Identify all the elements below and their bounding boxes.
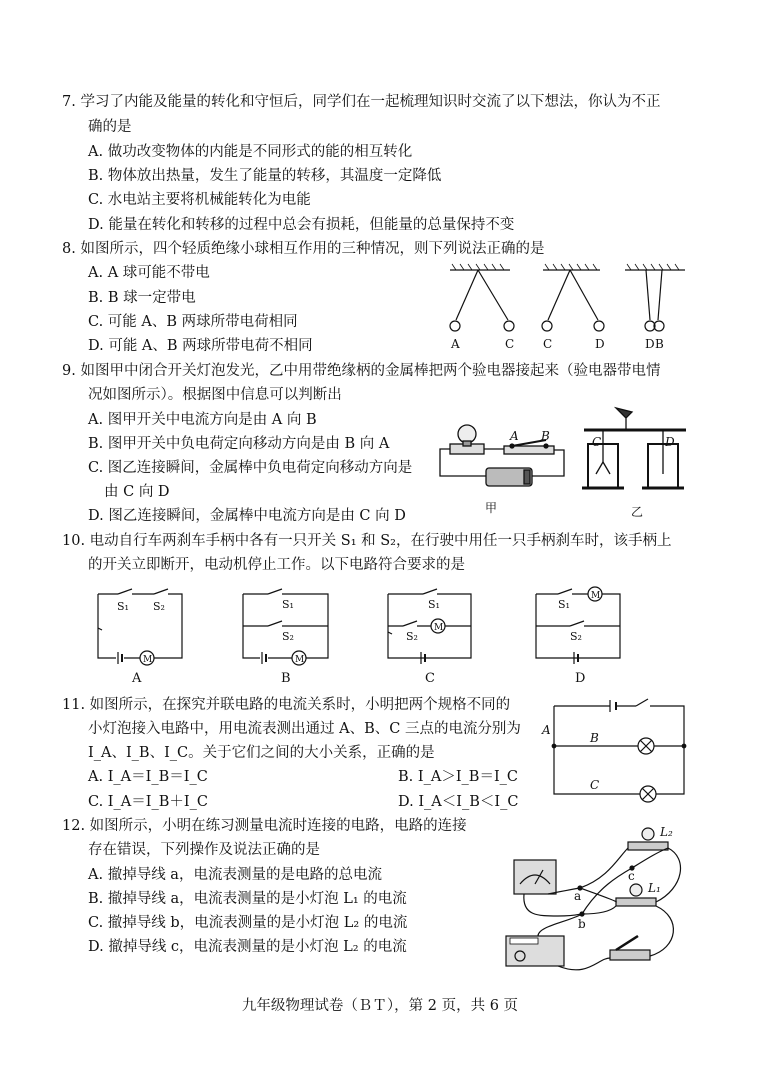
q11-stem-line3: I_A、I_B、I_C。关于它们之间的大小关系，正确的是	[88, 745, 435, 761]
q10-label-b: B	[281, 671, 291, 686]
q8-option-d: D. 可能 A、B 两球所带电荷不相同	[88, 338, 313, 354]
q12-option-a: A. 撤掉导线 a，电流表测量的是电路的总电流	[88, 867, 382, 883]
q12-fig-label-c: c	[628, 869, 635, 883]
q7-option-d: D. 能量在转化和转移的过程中总会有损耗，但能量的总量保持不变	[88, 217, 515, 233]
q9-stem-line1: 9. 如图甲中闭合开关灯泡发光，乙中用带绝缘柄的金属棒把两个验电器接起来（验电器带电情	[62, 363, 661, 379]
q12-fig-label-l1: L₁	[648, 881, 661, 895]
q8-balls-figure	[440, 262, 690, 354]
q8-option-c: C. 可能 A、B 两球所带电荷相同	[88, 314, 298, 330]
q12-circuit-figure	[498, 818, 694, 978]
q8-label-d2: D	[645, 337, 655, 351]
q11-circuit-figure	[540, 696, 690, 806]
q8-option-a: A. A 球可能不带电	[88, 265, 210, 281]
q10-a-motor: M	[143, 655, 153, 665]
q11-fig-label-b: B	[590, 731, 599, 745]
q12-fig-label-l2: L₂	[660, 825, 673, 839]
q9-figure	[428, 404, 698, 522]
q11-stem-line2: 小灯泡接入电路中，用电流表测出通过 A、B、C 三点的电流分别为	[88, 721, 521, 737]
q10-b-s1: S₁	[282, 598, 294, 611]
q12-fig-label-a: a	[574, 889, 582, 903]
q12-option-b: B. 撤掉导线 a，电流表测量的是小灯泡 L₁ 的电流	[88, 891, 407, 907]
q10-d-motor: M	[591, 591, 601, 601]
q8-option-b: B. B 球一定带电	[88, 290, 196, 306]
page-footer: 九年级物理试卷（ＢＴ），第 2 页，共 6 页	[241, 998, 519, 1014]
q7-stem-line1: 7. 学习了内能及能量的转化和守恒后，同学们在一起梳理知识时交流了以下想法，你认为不正	[62, 94, 661, 110]
q12-option-c: C. 撤掉导线 b，电流表测量的是小灯泡 L₂ 的电流	[88, 915, 408, 931]
q12-stem-line1: 12. 如图所示，小明在练习测量电流时连接的电路，电路的连接	[62, 818, 467, 834]
q9-fig-yi: 乙	[631, 505, 644, 519]
q9-fig-jia: 甲	[485, 501, 498, 515]
q7-option-b: B. 物体放出热量，发生了能量的转移，其温度一定降低	[88, 168, 442, 184]
q9-fig-label-d: D	[665, 435, 675, 449]
q9-option-c-line1: C. 图乙连接瞬间，金属棒中负电荷定向移动方向是	[88, 460, 413, 476]
q7-option-c: C. 水电站主要将机械能转化为电能	[88, 192, 311, 208]
q9-option-b: B. 图甲开关中负电荷定向移动方向是由 B 向 A	[88, 436, 390, 452]
q9-stem-line2: 况如图所示）。根据图中信息可以判断出	[88, 387, 342, 403]
q10-stem-line1: 10. 电动自行车两刹车手柄中各有一只开关 S₁ 和 S₂，在行驶中用任一只手柄刹车时，该手柄上	[62, 533, 672, 549]
q10-a-s1: S₁	[117, 600, 129, 613]
q9-fig-label-a: A	[510, 429, 519, 443]
q11-option-b: B. I_A＞I_B＝I_C	[398, 769, 519, 785]
q11-option-d: D. I_A＜I_B＜I_C	[398, 794, 519, 810]
q8-label-d1: D	[595, 337, 605, 351]
q10-c-s1: S₁	[428, 598, 440, 611]
q10-c-s2: S₂	[406, 630, 418, 643]
q8-stem: 8. 如图所示，四个轻质绝缘小球相互作用的三种情况，则下列说法正确的是	[62, 241, 545, 257]
q11-fig-label-c: C	[590, 778, 600, 792]
q10-a-s2: S₂	[153, 600, 165, 613]
q8-label-b: B	[655, 337, 664, 351]
q10-label-d: D	[575, 671, 586, 686]
q10-b-s2: S₂	[282, 630, 294, 643]
q11-fig-label-a: A	[542, 723, 551, 737]
q8-label-c2: C	[543, 337, 553, 351]
q9-option-d: D. 图乙连接瞬间，金属棒中电流方向是由 C 向 D	[88, 508, 406, 524]
q11-stem-line1: 11. 如图所示，在探究并联电路的电流关系时，小明把两个规格不同的	[62, 697, 511, 713]
q10-b-motor: M	[295, 655, 305, 665]
q8-label-c1: C	[505, 337, 515, 351]
q8-label-a: A	[451, 337, 460, 351]
q10-circuits-figure	[88, 580, 638, 688]
q11-option-c: C. I_A＝I_B＋I_C	[88, 794, 208, 810]
q9-option-c-line2: 由 C 向 D	[104, 484, 170, 500]
q12-stem-line2: 存在错误，下列操作及说法正确的是	[88, 842, 320, 858]
q9-fig-label-c: C	[592, 435, 602, 449]
q10-d-s1: S₁	[558, 598, 570, 611]
q10-d-s2: S₂	[570, 630, 582, 643]
q10-stem-line2: 的开关立即断开，电动机停止工作。以下电路符合要求的是	[88, 557, 465, 573]
q9-option-a: A. 图甲开关中电流方向是由 A 向 B	[88, 412, 317, 428]
q7-option-a: A. 做功改变物体的内能是不同形式的能的相互转化	[88, 144, 413, 160]
q12-fig-label-b: b	[578, 917, 586, 931]
q10-label-a: A	[132, 671, 142, 686]
q12-option-d: D. 撤掉导线 c，电流表测量的是小灯泡 L₂ 的电流	[88, 939, 407, 955]
q7-stem-line2: 确的是	[88, 119, 132, 135]
q10-label-c: C	[425, 671, 435, 686]
q9-fig-label-b: B	[541, 429, 550, 443]
q10-c-motor: M	[434, 623, 444, 633]
q11-option-a: A. I_A＝I_B＝I_C	[88, 769, 208, 785]
